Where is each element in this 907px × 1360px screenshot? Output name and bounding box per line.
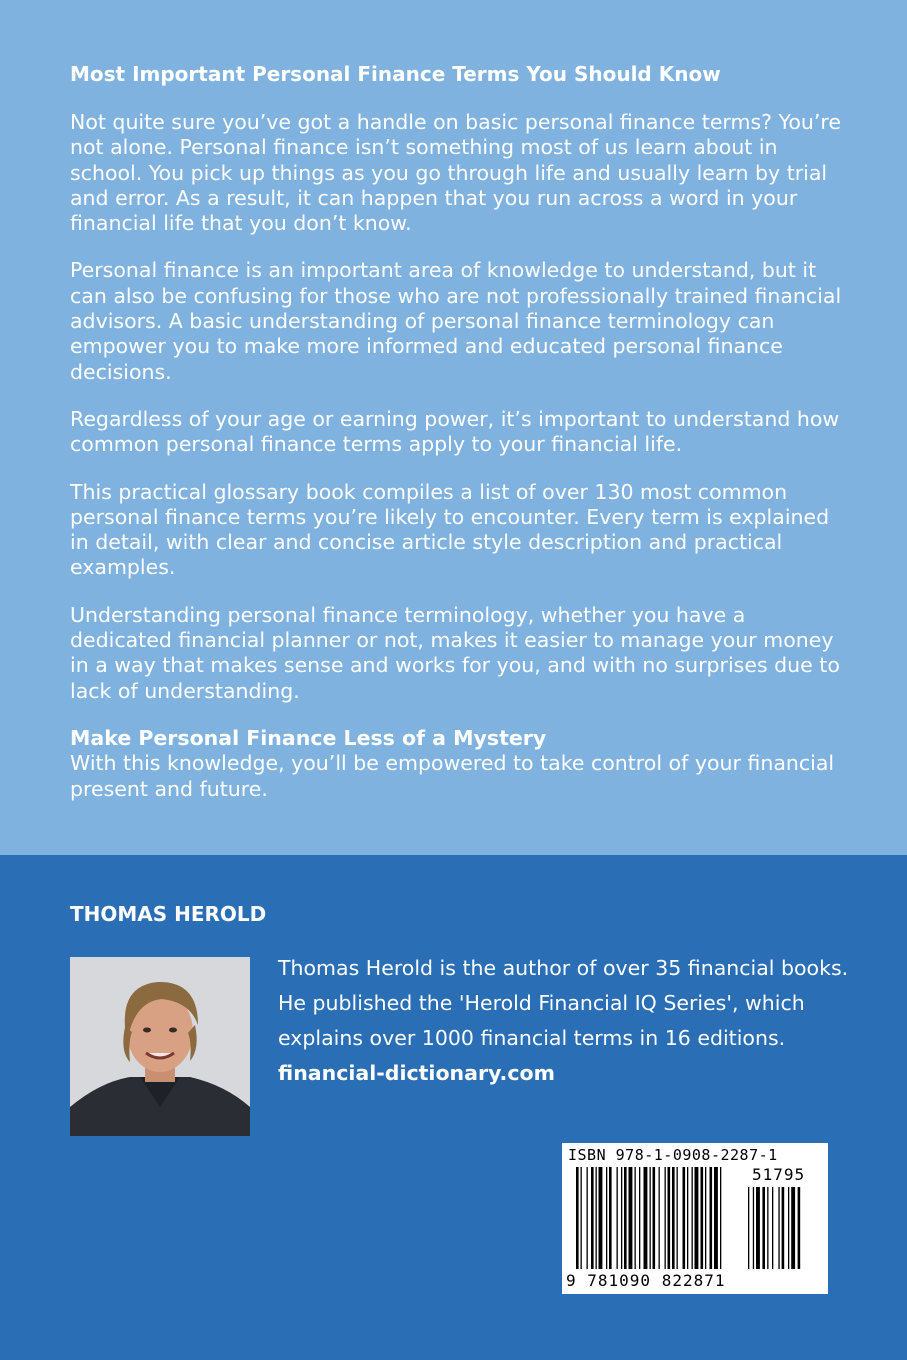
description-paragraph: Regardless of your age or earning power, it’s important to understand how common personal finance terms apply to your financial life.: [70, 406, 840, 457]
author-portrait-icon: [70, 957, 250, 1136]
author-bio-text: Thomas Herold is the author of over 35 financial books. He published the 'Herold Financial IQ Series', which explains over 1000 financial terms in 16 editions.: [278, 956, 849, 1050]
description-paragraph: Understanding personal finance terminology, whether you have a dedicated financial planner or not, makes it easier to manage your money in a way that makes sense and works for you, and with no surprises due to lack of understanding.: [70, 602, 840, 703]
description-paragraph: Personal finance is an important area of knowledge to understand, but it can also be confusing for those who are not professionally trained financial advisors. A basic understanding of personal finance terminology can empower you to make more informed and educated personal finance decisions.: [70, 258, 842, 384]
description-heading: Most Important Personal Finance Terms You Should Know: [70, 62, 721, 86]
closing-text: With this knowledge, you’ll be empowered to take control of your financial present and future.: [70, 751, 835, 801]
closing-heading: Make Personal Finance Less of a Mystery: [70, 725, 547, 750]
barcode-addon-number: 51795: [752, 1165, 806, 1184]
description-paragraph: Not quite sure you’ve got a handle on basic personal finance terms? You’re not alone. Personal finance isn’t something most of us learn about in school. You pick up things as you go through life and usually learn by trial and error. As a result, it can happen that you run across a word in your financial life that you don’t know.: [70, 110, 841, 236]
author-name: THOMAS HEROLD: [70, 902, 267, 926]
author-bio: [278, 951, 878, 1091]
isbn-label: ISBN 978-1-0908-2287-1: [568, 1146, 778, 1164]
isbn-barcode: [562, 1143, 828, 1294]
description-paragraph: This practical glossary book compiles a list of over 130 most common personal finance terms you’re likely to encounter. Every term is explained in detail, with clear and concise article style description and practical examples.: [70, 479, 830, 580]
author-photo: [70, 957, 250, 1136]
author-website-link[interactable]: financial-dictionary.com: [278, 1061, 555, 1085]
description-section: [70, 60, 850, 802]
barcode-number: 9 781090 822871: [566, 1271, 726, 1290]
